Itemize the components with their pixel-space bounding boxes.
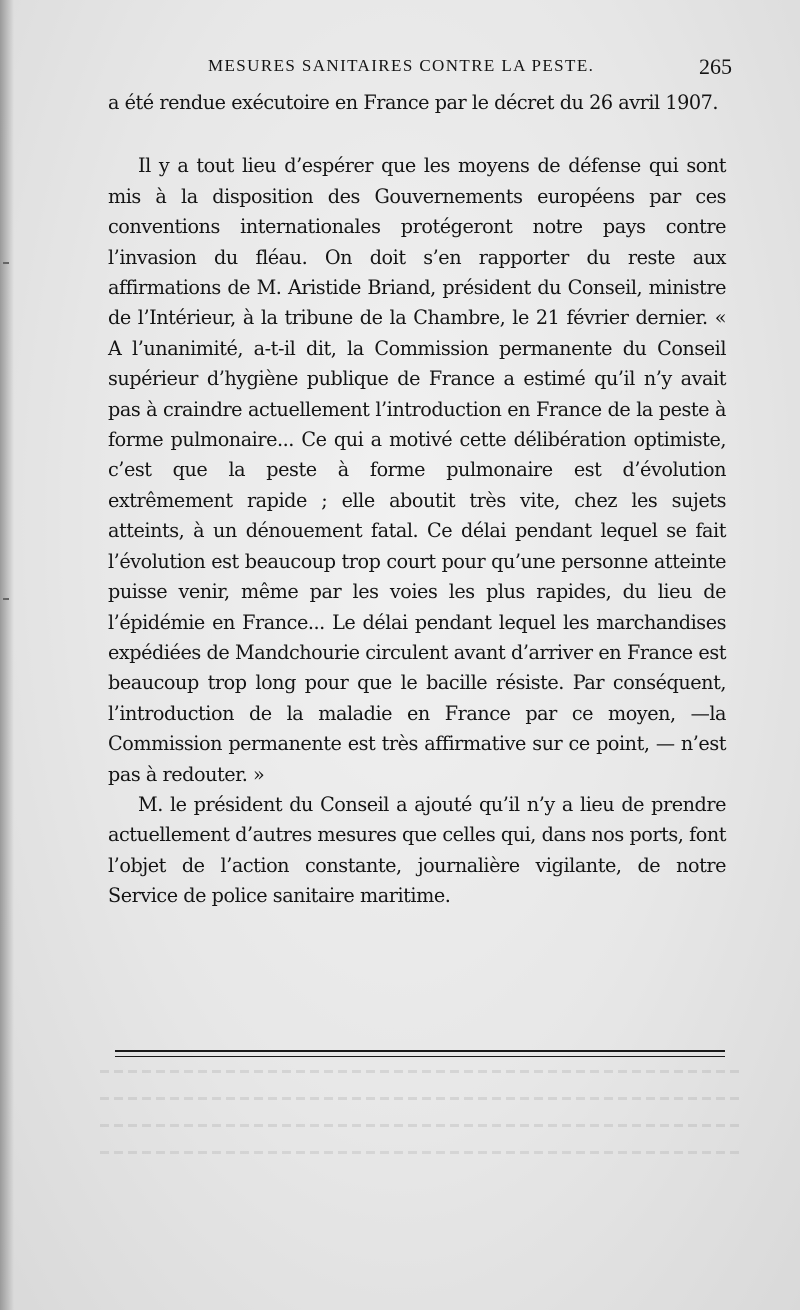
section-rule-thick (115, 1050, 725, 1052)
show-through-texture (100, 1070, 740, 1200)
paragraph-3: M. le président du Conseil a ajouté qu’il n’y a lieu de prendre actuellement d’autres mesures que celles qui, dans nos ports, font l’objet de l’action constante, journalière vigilante, de notre Service de police sanitaire maritime. (108, 792, 726, 908)
binding-gutter-shadow (0, 0, 14, 1310)
margin-mark (3, 598, 9, 600)
margin-mark (3, 262, 9, 264)
paragraph-2: Il y a tout lieu d’espérer que les moyens de défense qui sont mis à la disposition des Gouvernements européens par ces conventions internationales protégeront notre pays contre l’invasion du fléau. On doit s’en rapporter du reste aux affirmations de M. Aristide Briand, président du Conseil, ministre de l’Intérieur, à la tribune de la Chambre, le 21 février dernier. « A l’unanimité, a-t-il dit, la Commission permanente du Conseil supérieur d’hygiène publique de France a estimé qu’il n’y avait pas à craindre actuellement l’introduction en France de la peste à forme pulmonaire... Ce qui a motivé cette délibération optimiste, c’est que la peste à forme pulmonaire est d’évolution extrêmement rapide ; elle aboutit très vite, chez les sujets atteints, à un dénouement fatal. Ce délai pendant lequel se fait l’évolution est beaucoup trop court pour qu’une personne atteinte puisse venir, même par les voies les plus rapides, du lieu de l’épidémie en France... Le délai pendant lequel les marchandises expédiées de Mandchourie circulent avant d’arriver en France est beaucoup trop long pour que le bacille résiste. Par conséquent, l’introduction de la maladie en France par ce moyen, —la Commission permanente est très affirmative sur ce point, — n’est pas à redouter. » (108, 154, 726, 786)
running-header (108, 56, 738, 84)
section-rule-thin (115, 1056, 725, 1057)
paragraph-1: a été rendue exécutoire en France par le décret du 26 avril 1907. (108, 91, 719, 114)
paragraph-spacer (108, 118, 726, 151)
page-number: 265 (699, 54, 732, 79)
running-title: MESURES SANITAIRES CONTRE LA PESTE. (208, 56, 595, 75)
body-text (108, 88, 726, 912)
